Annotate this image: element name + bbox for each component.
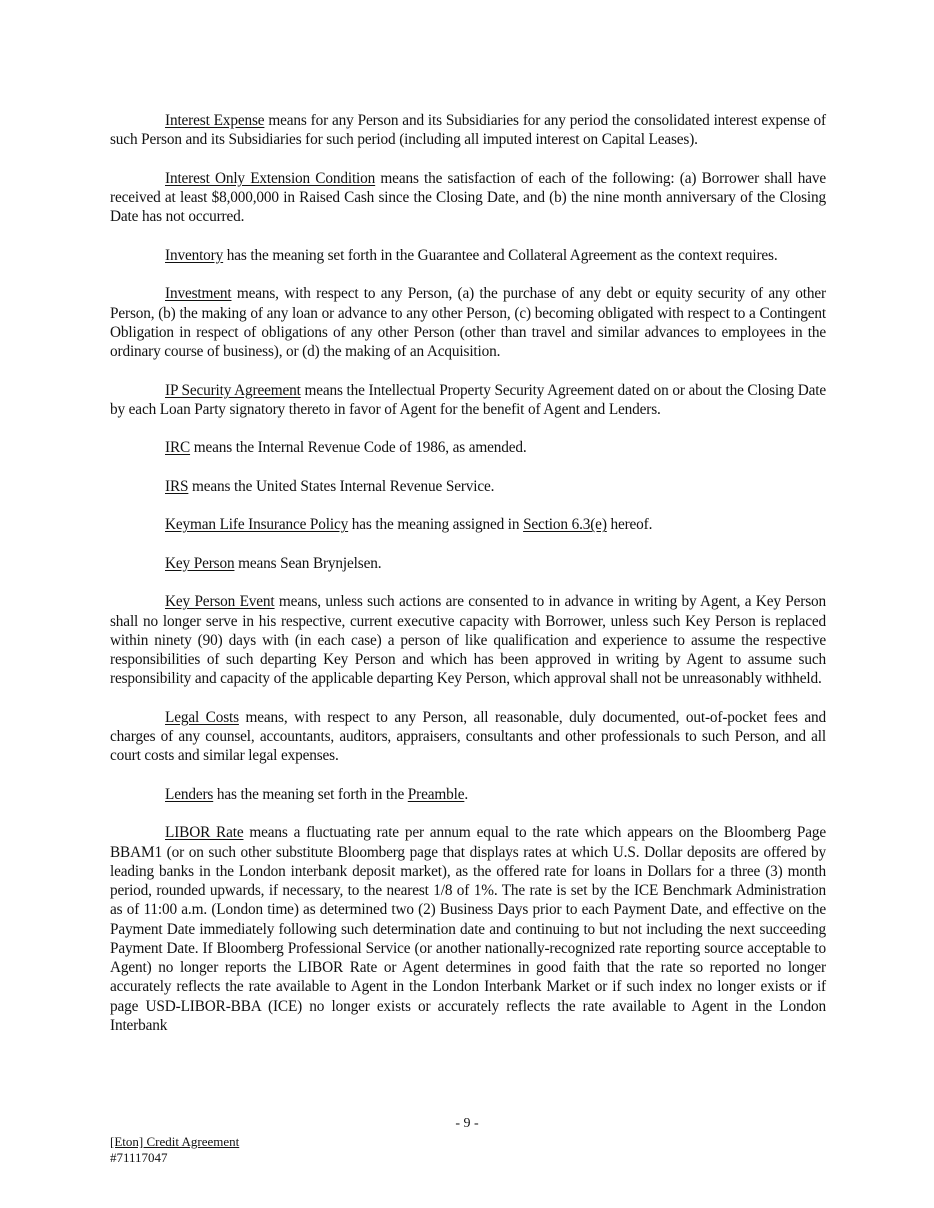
definition-text: has the meaning set forth in the [213,785,408,803]
definition-key-person-event [110,592,826,688]
definition-legal-costs [110,708,826,766]
defined-term: IP Security Agreement [165,381,301,399]
defined-term: Investment [165,285,232,303]
defined-term: Interest Expense [165,112,265,129]
footer [110,1134,239,1166]
definition-interest-only-extension-condition [110,169,826,227]
footer-document-number: #71117047 [110,1150,168,1165]
definition-text: has the meaning set forth in the Guarantee and Collateral Agreement as the context requires. [223,246,778,264]
definition-ip-security-agreement [110,381,826,420]
defined-term: IRS [165,477,189,495]
definition-irs [110,477,826,496]
defined-term: Keyman Life Insurance Policy [165,516,349,534]
definition-inventory [110,246,826,265]
definition-lenders [110,785,826,804]
definition-text: means the United States Internal Revenue Service. [188,477,495,495]
defined-term: Inventory [165,246,224,264]
definition-text: means a fluctuating rate per annum equal to the rate which appears on the Bloomberg Page BBAM1 (or on such other substitute Bloomberg page that displays rates at which U.S. Dollar deposits are offered by leading banks in the London interbank deposit market), as the offered rate for loans in Dollars for a three (3) month period, rounded upwards, if necessary, to the nearest 1/8 of 1%. The rate is set by the ICE Benchmark Administration as of 11:00 a.m. (London time) as determined two (2) Business Days prior to each Payment Date, and effective on the Payment Date immediately following such determination date and continuing to but not including the next succeeding Payment Date. If Bloomberg Professional Service (or another nationally-recognized rate reporting source acceptable to Agent) no longer reports the LIBOR Rate or Agent determines in good faith that the rate so reported no longer accurately reflects the rate available to Agent in the London Interbank Market or if such index no longer exists or if page USD-LIBOR-BBA (ICE) no longer exists or accurately reflects the rate available to Agent in the London Interbank [110,824,826,1034]
defined-term: Lenders [165,785,214,803]
definition-text: means, unless such actions are consented to in advance in writing by Agent, a Key Person shall no longer serve in his respective, current executive capacity with Borrower, unless such Key Person is replaced within ninety (90) days with (in each case) a person of like qualification and experience to assume the respective responsibilities of such departing Key Person and which has been approved in writing by Agent to assume such responsibility and capacity of the applicable departing Key Person, which approval shall not be unreasonably withheld. [110,593,826,688]
definition-libor-rate [110,823,826,1035]
definition-text: means, with respect to any Person, all reasonable, duly documented, out-of-pocket fees and charges of any counsel, accountants, auditors, appraisers, consultants and other professionals to such Person, and all court costs and similar legal expenses. [110,708,826,765]
definition-irc [110,438,826,457]
definition-text: has the meaning assigned in [348,516,524,534]
definition-text-after: hereof. [606,516,653,534]
definition-investment [110,284,826,361]
definition-interest-expense [110,111,826,150]
definition-text: means the satisfaction of each of the following: (a) Borrower shall have received at least $8,000,000 in Raised Cash since the Closing Date, and (b) the nine month anniversary of the Closing Date has not occurred. [110,169,826,226]
definition-keyman-life-insurance-policy [110,515,826,534]
definition-text: means Sean Brynjelsen. [234,554,382,572]
defined-term: Interest Only Extension Condition [165,169,376,187]
defined-term: IRC [165,439,191,457]
definition-text-after: . [464,785,469,803]
footer-document-title: [Eton] Credit Agreement [110,1134,240,1149]
document-body [110,111,826,1054]
defined-term: LIBOR Rate [165,824,244,842]
definition-text: means, with respect to any Person, (a) the purchase of any debt or equity security of any other Person, (b) the making of any loan or advance to any other Person, (c) becoming obligated with respect to a Contingent Obligation in respect of obligations of any other Person (other than travel and similar advances to employees in the ordinary course of business), or (d) the making of an Acquisition. [110,285,826,360]
defined-term: Key Person [165,554,235,572]
definition-text: means the Internal Revenue Code of 1986, as amended. [190,439,527,457]
definition-text: means for any Person and its Subsidiaries for any period the consolidated interest expense of such Person and its Subsidiaries for such period (including all imputed interest on Capital Leases). [110,112,826,149]
definition-key-person [110,554,826,573]
defined-term: Legal Costs [165,708,239,726]
definition-text: means the Intellectual Property Security Agreement dated on or about the Closing Date by each Loan Party signatory thereto in favor of Agent for the benefit of Agent and Lenders. [110,381,826,418]
page-number: - 9 - [455,1116,479,1131]
preamble-reference-link[interactable]: Preamble [407,785,465,803]
section-reference-link[interactable]: Section 6.3(e) [523,516,607,534]
defined-term: Key Person Event [165,593,275,611]
